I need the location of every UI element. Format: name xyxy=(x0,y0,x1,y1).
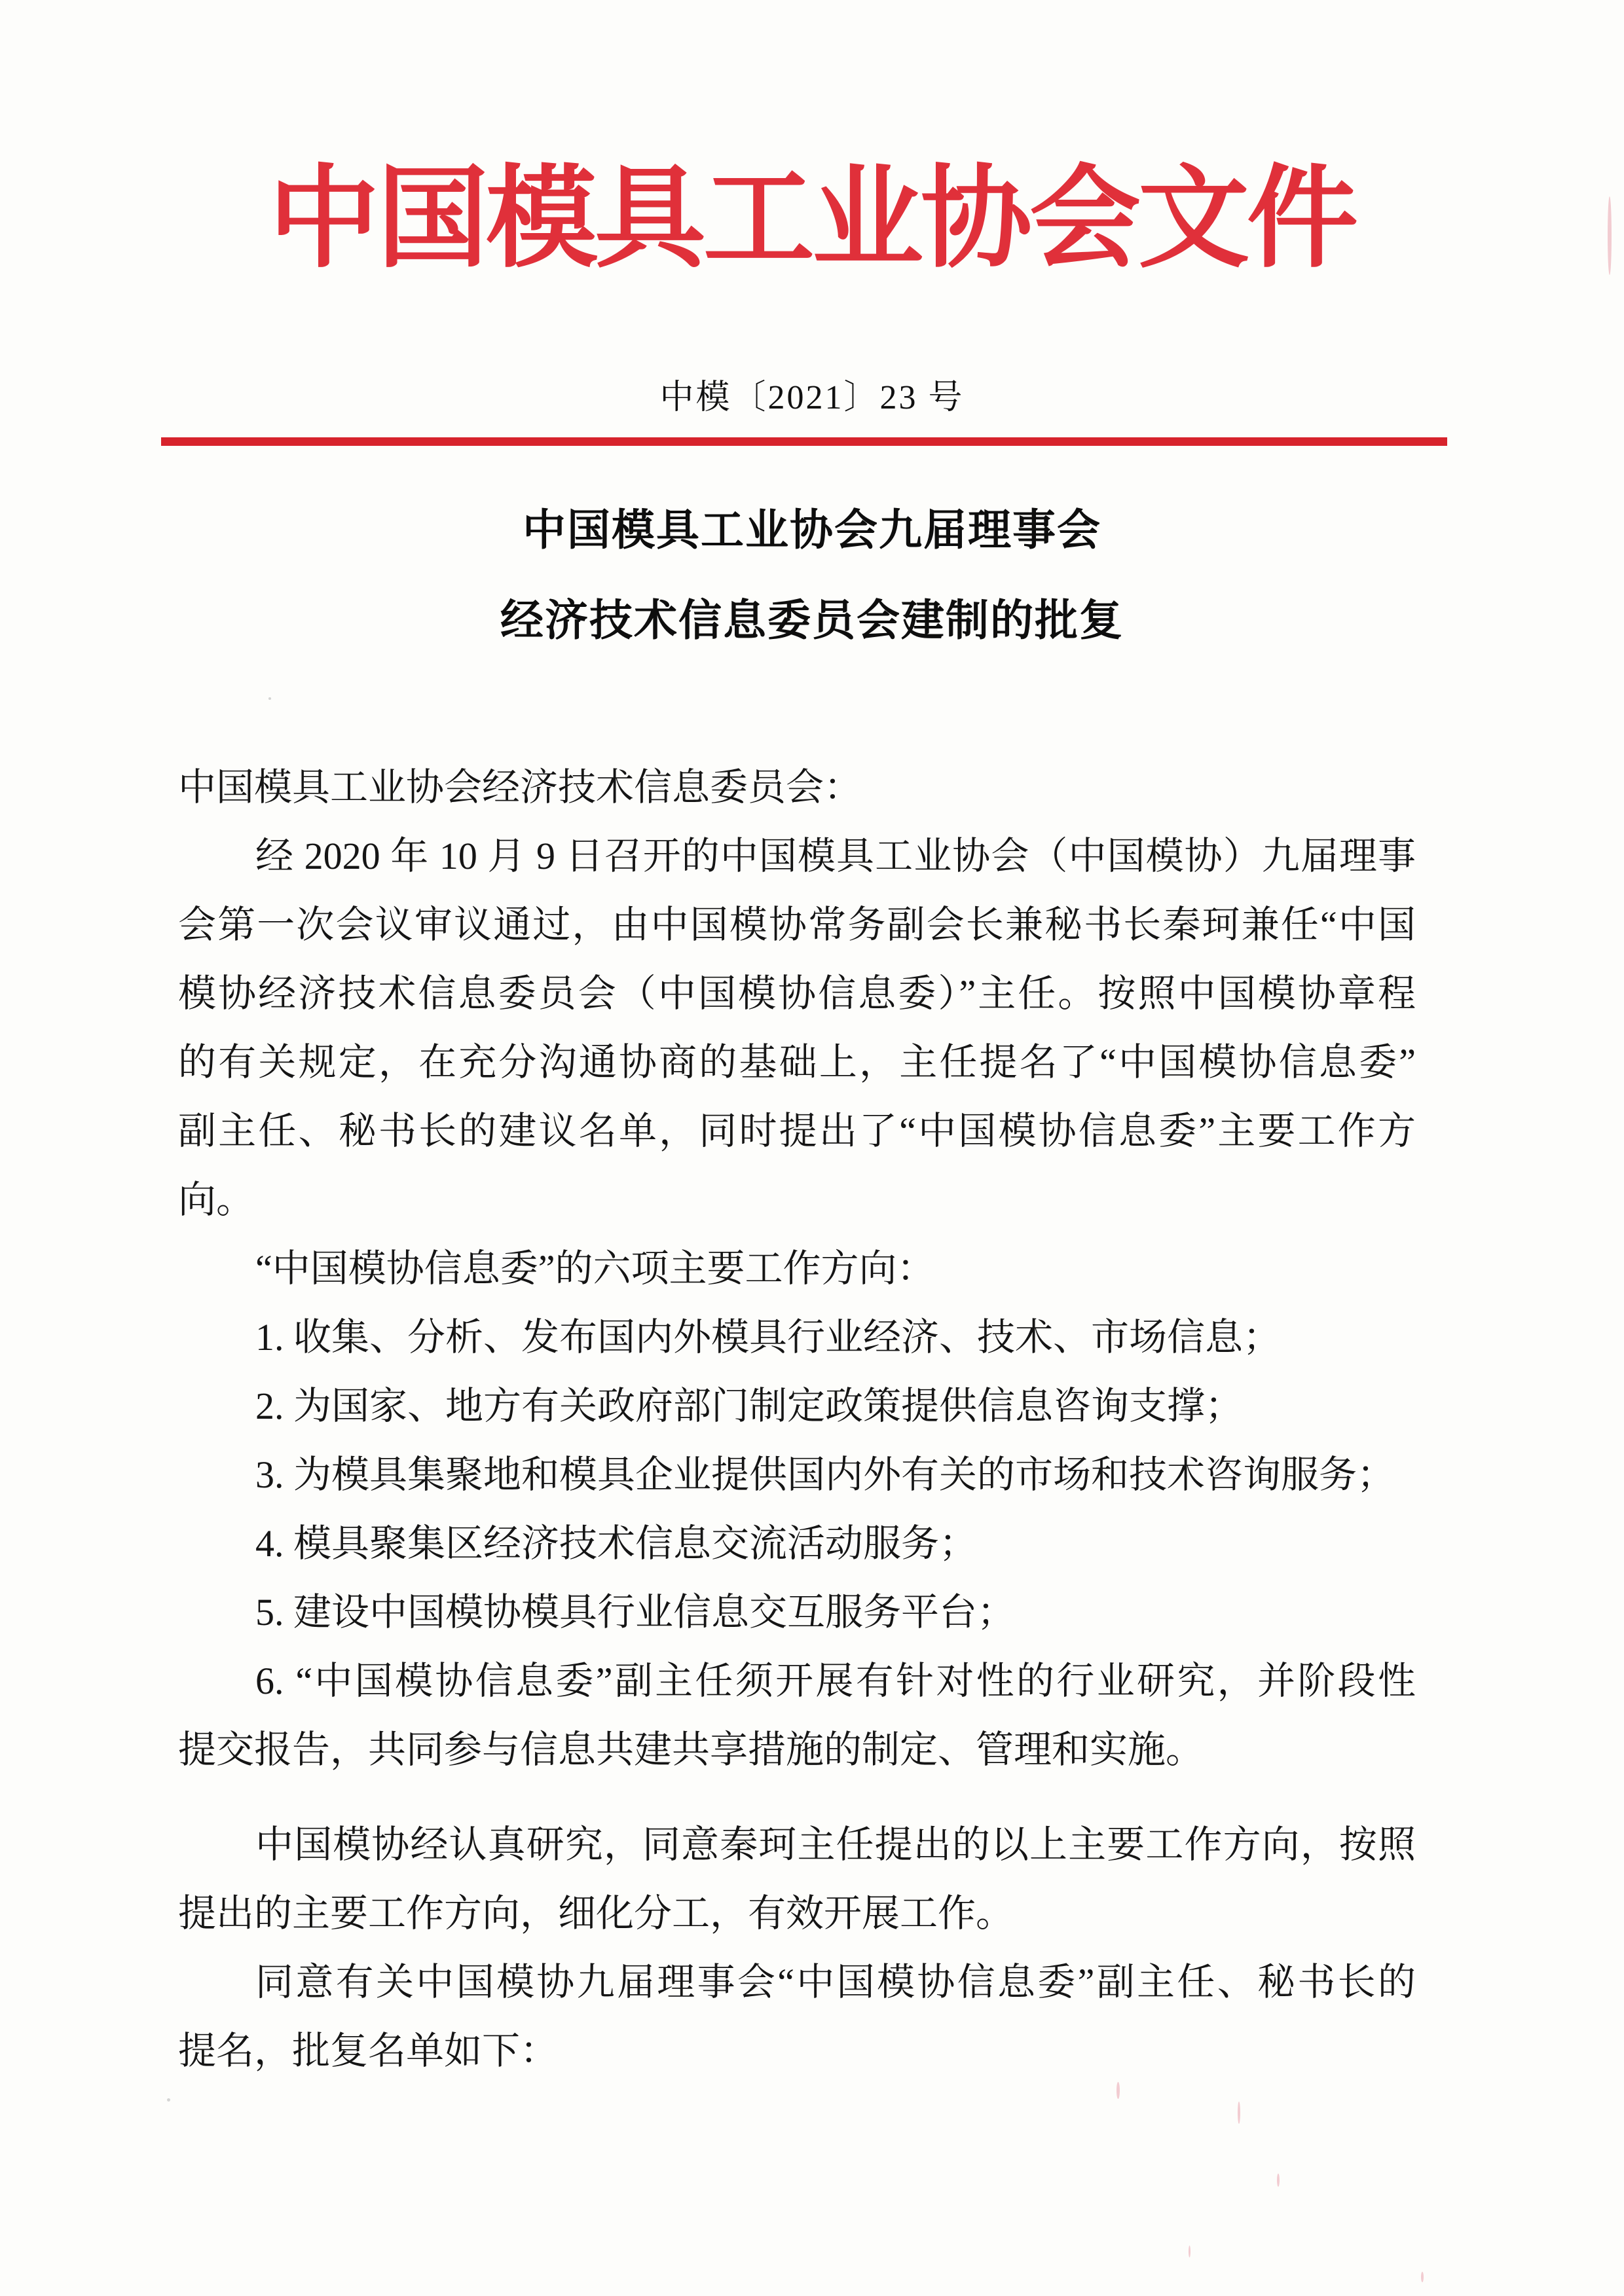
scan-speckle xyxy=(1421,2272,1424,2282)
body-line: 1. 收集、分析、发布国内外模具行业经济、技术、市场信息； xyxy=(255,1316,1282,1358)
document-title xyxy=(0,486,1624,666)
body-line: 中国模具工业协会经济技术信息委员会： xyxy=(178,766,862,809)
body-line: 6. “中国模协信息委”副主任须开展有针对性的行业研究，并阶段性 xyxy=(255,1660,1416,1702)
body-line: 向。 xyxy=(178,1178,255,1221)
body-line: 提交报告，共同参与信息共建共享措施的制定、管理和实施。 xyxy=(178,1728,1204,1771)
body-line: 副主任、秘书长的建议名单，同时提出了“中国模协信息委”主要工作方 xyxy=(178,1110,1416,1152)
red-divider-line xyxy=(161,437,1447,446)
scan-speckle xyxy=(167,2098,170,2102)
document-body xyxy=(178,753,1416,2085)
body-line: “中国模协信息委”的六项主要工作方向： xyxy=(255,1247,935,1290)
body-line: 中国模协经认真研究，同意秦珂主任提出的以上主要工作方向，按照 xyxy=(255,1823,1416,1866)
body-line: 同意有关中国模协九届理事会“中国模协信息委”副主任、秘书长的 xyxy=(255,1961,1416,2003)
body-line: 的有关规定，在充分沟通协商的基础上，主任提名了“中国模协信息委” xyxy=(178,1041,1416,1084)
body-line: 提出的主要工作方向，细化分工，有效开展工作。 xyxy=(178,1892,1014,1935)
body-line: 提名，批复名单如下： xyxy=(178,2030,559,2072)
scan-speckle xyxy=(1277,2174,1280,2187)
document-title-line2: 经济技术信息委员会建制的批复 xyxy=(500,597,1124,645)
document-title-line1: 中国模具工业协会九届理事会 xyxy=(523,507,1101,555)
body-line: 2. 为国家、地方有关政府部门制定政策提供信息咨询支撑； xyxy=(255,1385,1244,1427)
body-line: 3. 为模具集聚地和模具企业提供国内外有关的市场和技术咨询服务； xyxy=(255,1453,1395,1496)
body-line: 经 2020 年 10 月 9 日召开的中国模具工业协会（中国模协）九届理事 xyxy=(255,835,1416,877)
body-line: 5. 建设中国模协模具行业信息交互服务平台； xyxy=(255,1591,1016,1633)
body-line: 4. 模具聚集区经济技术信息交流活动服务； xyxy=(255,1522,978,1565)
letterhead-title: 中国模具工业协会文件 xyxy=(268,158,1356,281)
scan-speckle xyxy=(1189,2246,1190,2257)
body-line: 会第一次会议审议通过，由中国模协常务副会长兼秘书长秦珂兼任“中国 xyxy=(178,903,1416,946)
body-line: 模协经济技术信息委员会（中国模协信息委）”主任。按照中国模协章程 xyxy=(178,972,1416,1015)
document-number: 中模〔2021〕23 号 xyxy=(659,379,965,416)
scan-speckle xyxy=(268,697,271,700)
scan-speckle xyxy=(1238,2102,1240,2124)
